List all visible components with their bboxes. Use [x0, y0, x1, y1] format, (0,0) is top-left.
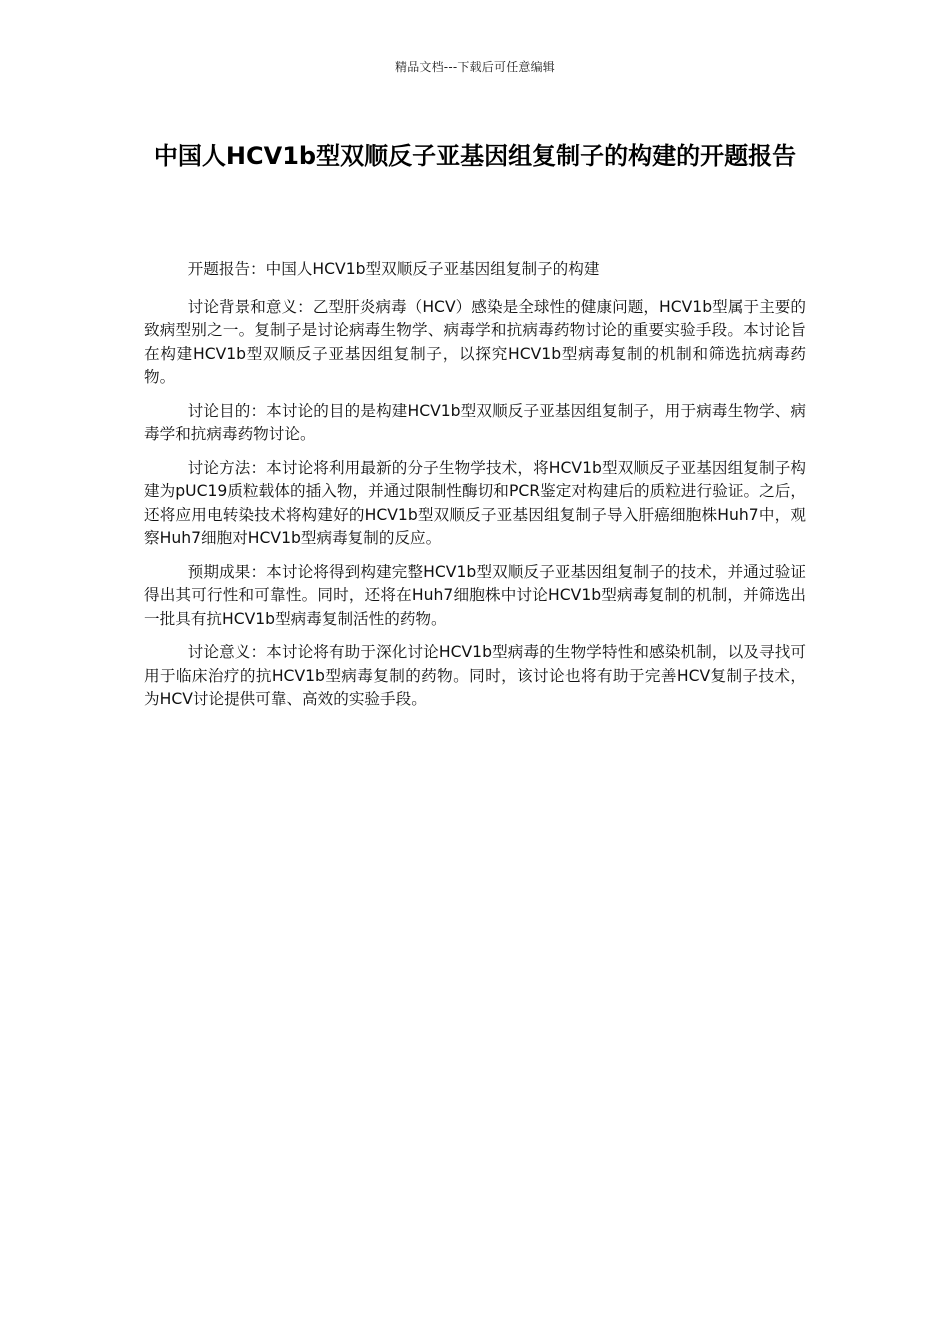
- paragraph-expected-results: 预期成果：本讨论将得到构建完整HCV1b型双顺反子亚基因组复制子的技术，并通过验证得出其可行性和可靠性。同时，还将在Huh7细胞株中讨论HCV1b型病毒复制的机制，并筛选出一批具有抗HCV1b型病毒复制活性的药物。: [144, 562, 806, 628]
- paragraph-purpose: 讨论目的：本讨论的目的是构建HCV1b型双顺反子亚基因组复制子，用于病毒生物学、病毒学和抗病毒药物讨论。: [144, 401, 806, 443]
- document-title: 中国人HCV1b型双顺反子亚基因组复制子的构建的开题报告: [153, 142, 797, 170]
- paragraph-significance: 讨论意义：本讨论将有助于深化讨论HCV1b型病毒的生物学特性和感染机制，以及寻找可用于临床治疗的抗HCV1b型病毒复制的药物。同时，该讨论也将有助于完善HCV复制子技术，为HCV讨论提供可靠、高效的实验手段。: [144, 643, 806, 708]
- document-body: [144, 258, 806, 722]
- paragraph-methods: 讨论方法：本讨论将利用最新的分子生物学技术，将HCV1b型双顺反子亚基因组复制子构建为pUC19质粒载体的插入物，并通过限制性酶切和PCR鉴定对构建后的质粒进行验证。之后，还将应用电转染技术将构建好的HCV1b型双顺反子亚基因组复制子导入肝癌细胞株Huh7中，观察Huh7细胞对HCV1b型病毒复制的反应。: [144, 458, 806, 547]
- paragraph-report-subject: 开题报告：中国人HCV1b型双顺反子亚基因组复制子的构建: [187, 260, 600, 278]
- paragraph-background: 讨论背景和意义：乙型肝炎病毒（HCV）感染是全球性的健康问题，HCV1b型属于主要的致病型别之一。复制子是讨论病毒生物学、病毒学和抗病毒药物讨论的重要实验手段。本讨论旨在构建HCV1b型双顺反子亚基因组复制子，以探究HCV1b型病毒复制的机制和筛选抗病毒药物。: [144, 297, 806, 386]
- page-header-note: 精品文档---下载后可任意编辑: [395, 60, 555, 74]
